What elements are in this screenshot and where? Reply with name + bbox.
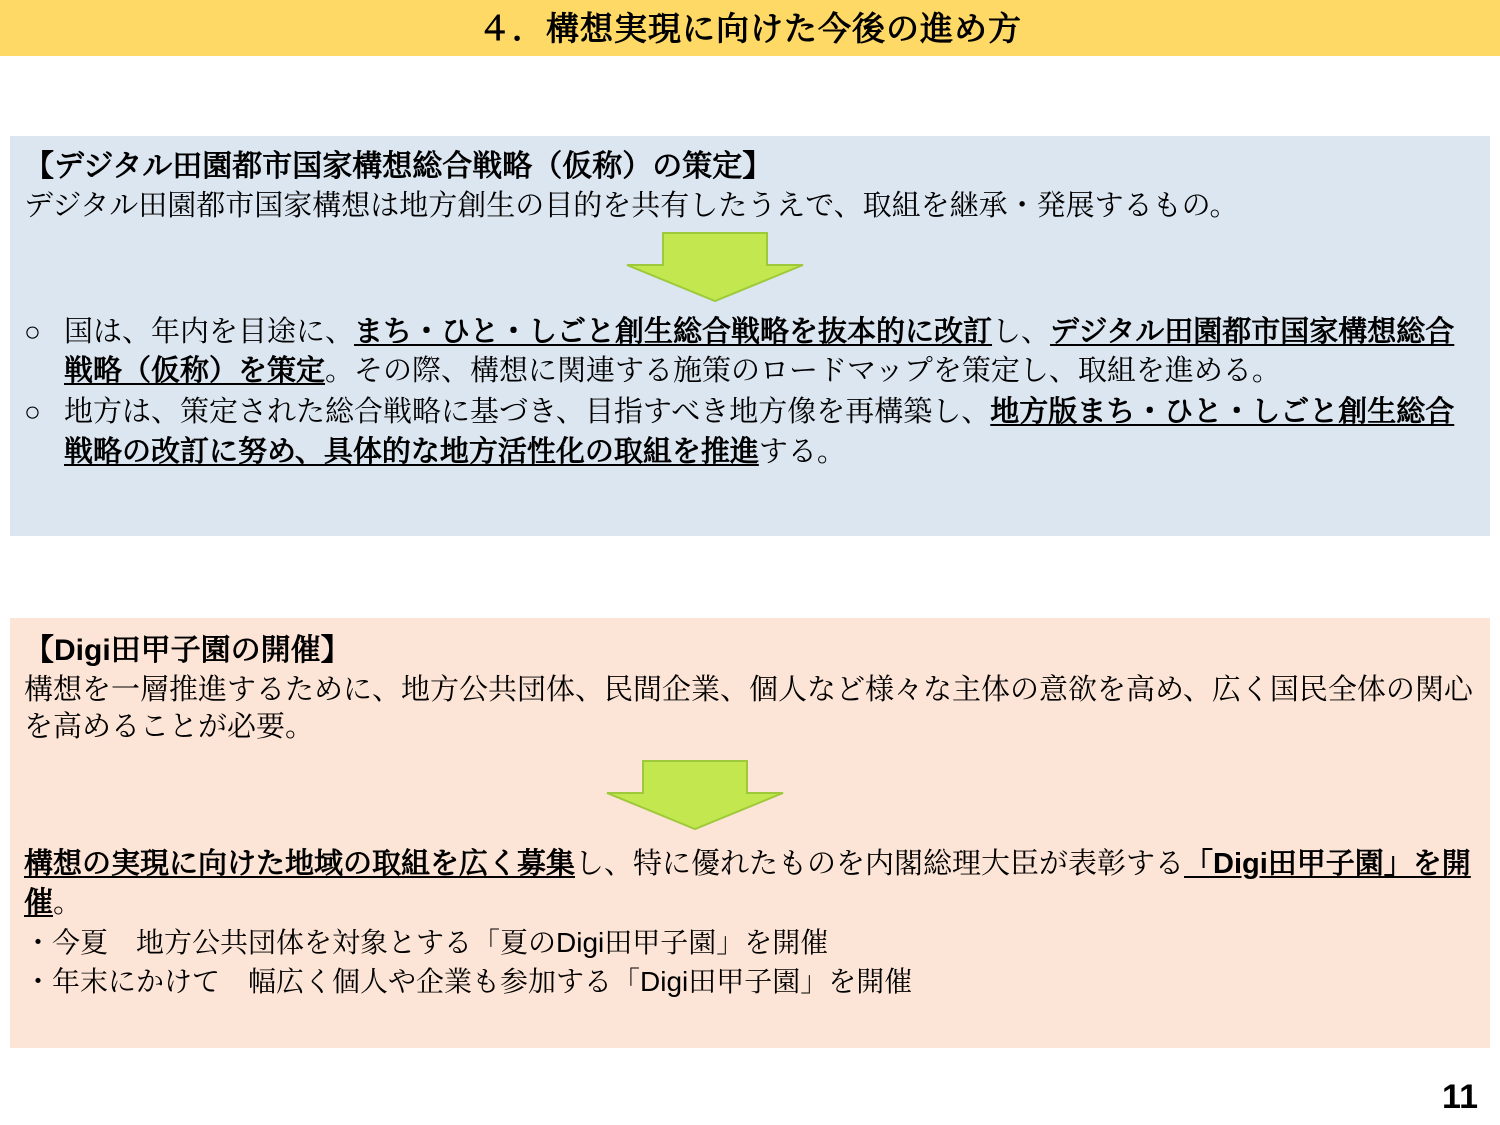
koshien-item-yearend: ・年末にかけて 幅広く個人や企業も参加する「Digi田甲子園」を開催 [24, 966, 913, 998]
bullet-mark: ○ [24, 396, 41, 428]
slide-title-bar [0, 0, 1500, 56]
bullet-mark: ○ [24, 316, 41, 348]
page-title: ４．構想実現に向けた今後の進め方 [478, 9, 1022, 47]
section-strategy [10, 136, 1490, 536]
page-number: 11 [1442, 1078, 1478, 1116]
section-koshien-lead: 構想を一層推進するために、地方公共団体、民間企業、個人など様々な主体の意欲を高め、広く国民全体の関心を高めることが必要。 [24, 673, 1473, 744]
bullet-text-local: 地方は、策定された総合戦略に基づき、目指すべき地方像を再構築し、地方版まち・ひと・しごと創生総合戦略の改訂に努め、具体的な地方活性化の取組を推進する。 [64, 396, 1455, 468]
bullet-text-national: 国は、年内を目途に、まち・ひと・しごと創生総合戦略を抜本的に改訂し、デジタル田園都市国家構想総合戦略（仮称）を策定。その際、構想に関連する施策のロードマップを策定し、取組を進める。 [64, 316, 1455, 388]
bullet-item-national [24, 313, 1476, 391]
section-koshien-heading: 【Digi田甲子園の開催】 [24, 634, 351, 667]
koshien-item-summer: ・今夏 地方公共団体を対象とする「夏のDigi田甲子園」を開催 [24, 927, 829, 959]
bullet-item-local [24, 393, 1476, 471]
arrow-container-koshien [0, 759, 1476, 831]
down-arrow-icon [625, 231, 805, 303]
section-strategy-heading: 【デジタル田園都市国家構想総合戦略（仮称）の策定】 [24, 150, 773, 183]
section-koshien [10, 618, 1490, 1048]
arrow-container-strategy [0, 231, 1476, 303]
section-strategy-lead: デジタル田園都市国家構想は地方創生の目的を共有したうえで、取組を継承・発展するもの。 [24, 189, 1239, 222]
down-arrow-icon [605, 759, 785, 831]
koshien-result-text: 構想の実現に向けた地域の取組を広く募集し、特に優れたものを内閣総理大臣が表彰する「Digi田甲子園」を開催。 [24, 847, 1471, 920]
